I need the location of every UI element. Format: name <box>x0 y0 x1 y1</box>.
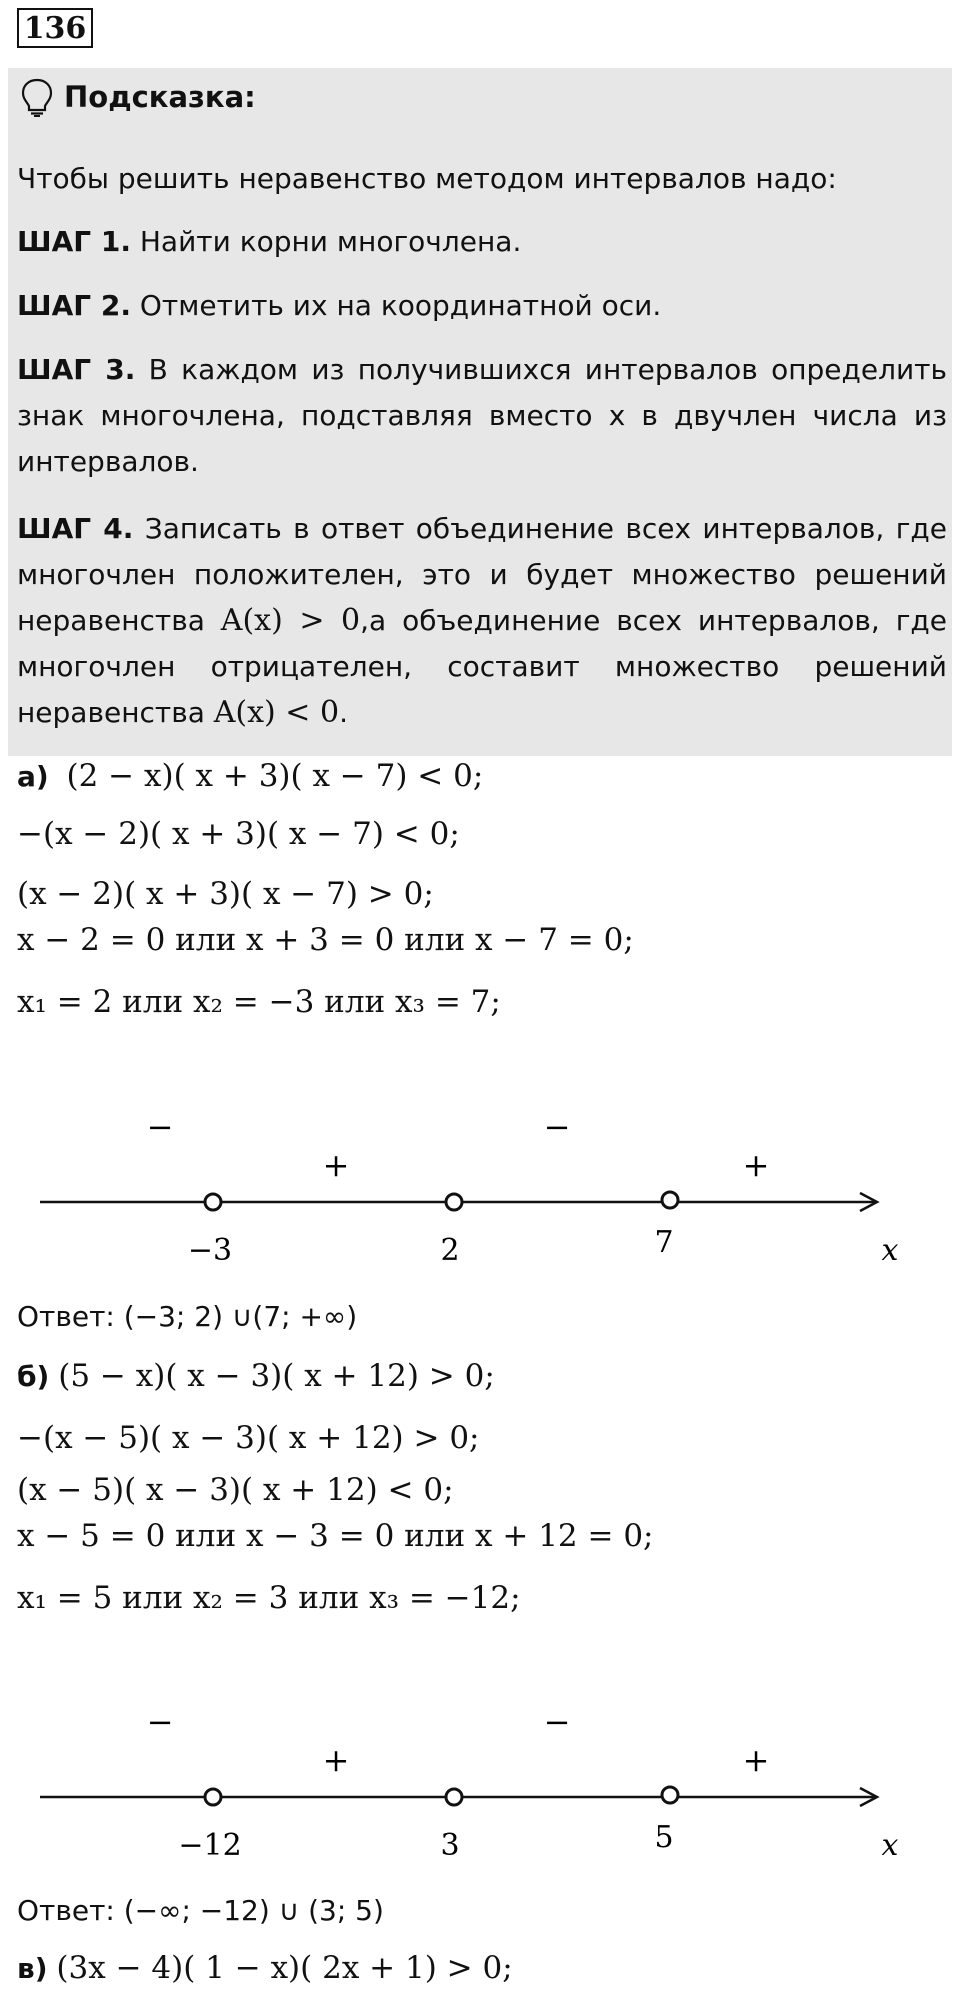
part-a-line-5 <box>17 984 501 1020</box>
sign-label: − <box>146 1703 174 1741</box>
sign-label: + <box>322 1146 350 1184</box>
hint-step-4 <box>17 506 947 736</box>
formula: (x − 5)( x − 3)( x + 12) < 0; <box>17 1472 454 1508</box>
lightbulb-icon <box>20 77 54 117</box>
point-label: −12 <box>178 1828 242 1863</box>
point-marker <box>662 1787 678 1803</box>
part-b-line-3 <box>17 1472 454 1508</box>
part-b-line-1 <box>17 1358 495 1394</box>
part-label: в) <box>17 1952 48 1985</box>
axis-label: x <box>881 1828 899 1863</box>
formula: x₁ = 2 или x₂ = −3 или x₃ = 7; <box>17 984 501 1020</box>
point-marker <box>446 1789 462 1805</box>
problem-number: 136 <box>17 8 93 48</box>
formula: (2 − x)( x + 3)( x − 7) < 0; <box>66 758 484 794</box>
part-a-line-2 <box>17 816 460 852</box>
sign-label: − <box>146 1108 174 1146</box>
formula: (x − 2)( x + 3)( x − 7) > 0; <box>17 876 434 912</box>
hint-step-2 <box>17 283 947 329</box>
hint-step-3 <box>17 347 947 485</box>
hint-title: Подсказка: <box>64 80 256 114</box>
hint-step-1 <box>17 219 947 265</box>
answer-a <box>17 1300 357 1333</box>
part-label: а) <box>17 760 49 793</box>
step-label: ШАГ 1. <box>17 225 131 258</box>
step-text: Найти корни многочлена. <box>130 225 522 258</box>
point-label: 3 <box>440 1828 460 1863</box>
part-b-line-4 <box>17 1518 654 1554</box>
formula: x₁ = 5 или x₂ = 3 или x₃ = −12; <box>17 1580 521 1616</box>
formula: −(x − 5)( x − 3)( x + 12) > 0; <box>17 1420 480 1456</box>
step-text: ,а объединение всех интервалов, где многочлен отрицателен, составит множество решений неравенства <box>17 604 948 729</box>
answer-label: Ответ: <box>17 1894 115 1927</box>
step-text: Отметить их на координатной оси. <box>139 289 662 322</box>
part-a-line-4 <box>17 922 634 958</box>
point-marker <box>662 1192 678 1208</box>
point-marker <box>205 1789 221 1805</box>
step-label: ШАГ 2. <box>17 289 131 322</box>
part-a-line-1 <box>17 758 483 794</box>
answer-label: Ответ: <box>17 1300 115 1333</box>
point-marker <box>205 1194 221 1210</box>
point-label: −3 <box>187 1233 233 1268</box>
step-label: ШАГ 4. <box>17 512 134 545</box>
sign-label: + <box>742 1146 770 1184</box>
step-text: Записать в ответ объединение всех интервалов, где многочлен положителен, это и будет множество решений неравенства <box>17 512 947 637</box>
formula: A(x) > 0 <box>220 603 361 638</box>
step-text: В каждом из получившихся интервалов определить знак многочлена, подставляя вместо x в двучлен числа из интервалов. <box>17 353 947 478</box>
formula: x − 2 = 0 или x + 3 = 0 или x − 7 = 0; <box>17 922 634 958</box>
point-label: 7 <box>654 1225 674 1260</box>
formula: A(x) < 0 <box>213 695 340 730</box>
answer-value: (−∞; −12) ∪ (3; 5) <box>123 1894 384 1927</box>
formula: −(x − 2)( x + 3)( x − 7) < 0; <box>17 816 460 852</box>
part-c-line-1 <box>17 1950 513 1986</box>
sign-label: − <box>543 1703 571 1741</box>
part-a-line-3 <box>17 876 434 912</box>
point-label: 2 <box>440 1233 460 1268</box>
formula: (5 − x)( x − 3)( x + 12) > 0; <box>58 1358 495 1394</box>
answer-b <box>17 1894 384 1927</box>
sign-label: − <box>543 1108 571 1146</box>
step-text: . <box>339 696 348 729</box>
part-b-line-5 <box>17 1580 521 1616</box>
formula: x − 5 = 0 или x − 3 = 0 или x + 12 = 0; <box>17 1518 654 1554</box>
sign-label: + <box>742 1741 770 1779</box>
point-marker <box>446 1194 462 1210</box>
step-label: ШАГ 3. <box>17 353 136 386</box>
point-label: 5 <box>654 1820 674 1855</box>
hint-intro: Чтобы решить неравенство методом интервалов надо: <box>17 162 837 195</box>
hint-header <box>20 77 256 117</box>
axis-label: x <box>881 1233 899 1268</box>
part-label: б) <box>17 1360 50 1393</box>
formula: (3x − 4)( 1 − x)( 2x + 1) > 0; <box>56 1950 513 1986</box>
part-b-line-2 <box>17 1420 480 1456</box>
answer-value: (−3; 2) ∪(7; +∞) <box>123 1300 358 1333</box>
number-line-a <box>0 1100 960 1320</box>
number-line-b <box>0 1695 960 1915</box>
sign-label: + <box>322 1741 350 1779</box>
